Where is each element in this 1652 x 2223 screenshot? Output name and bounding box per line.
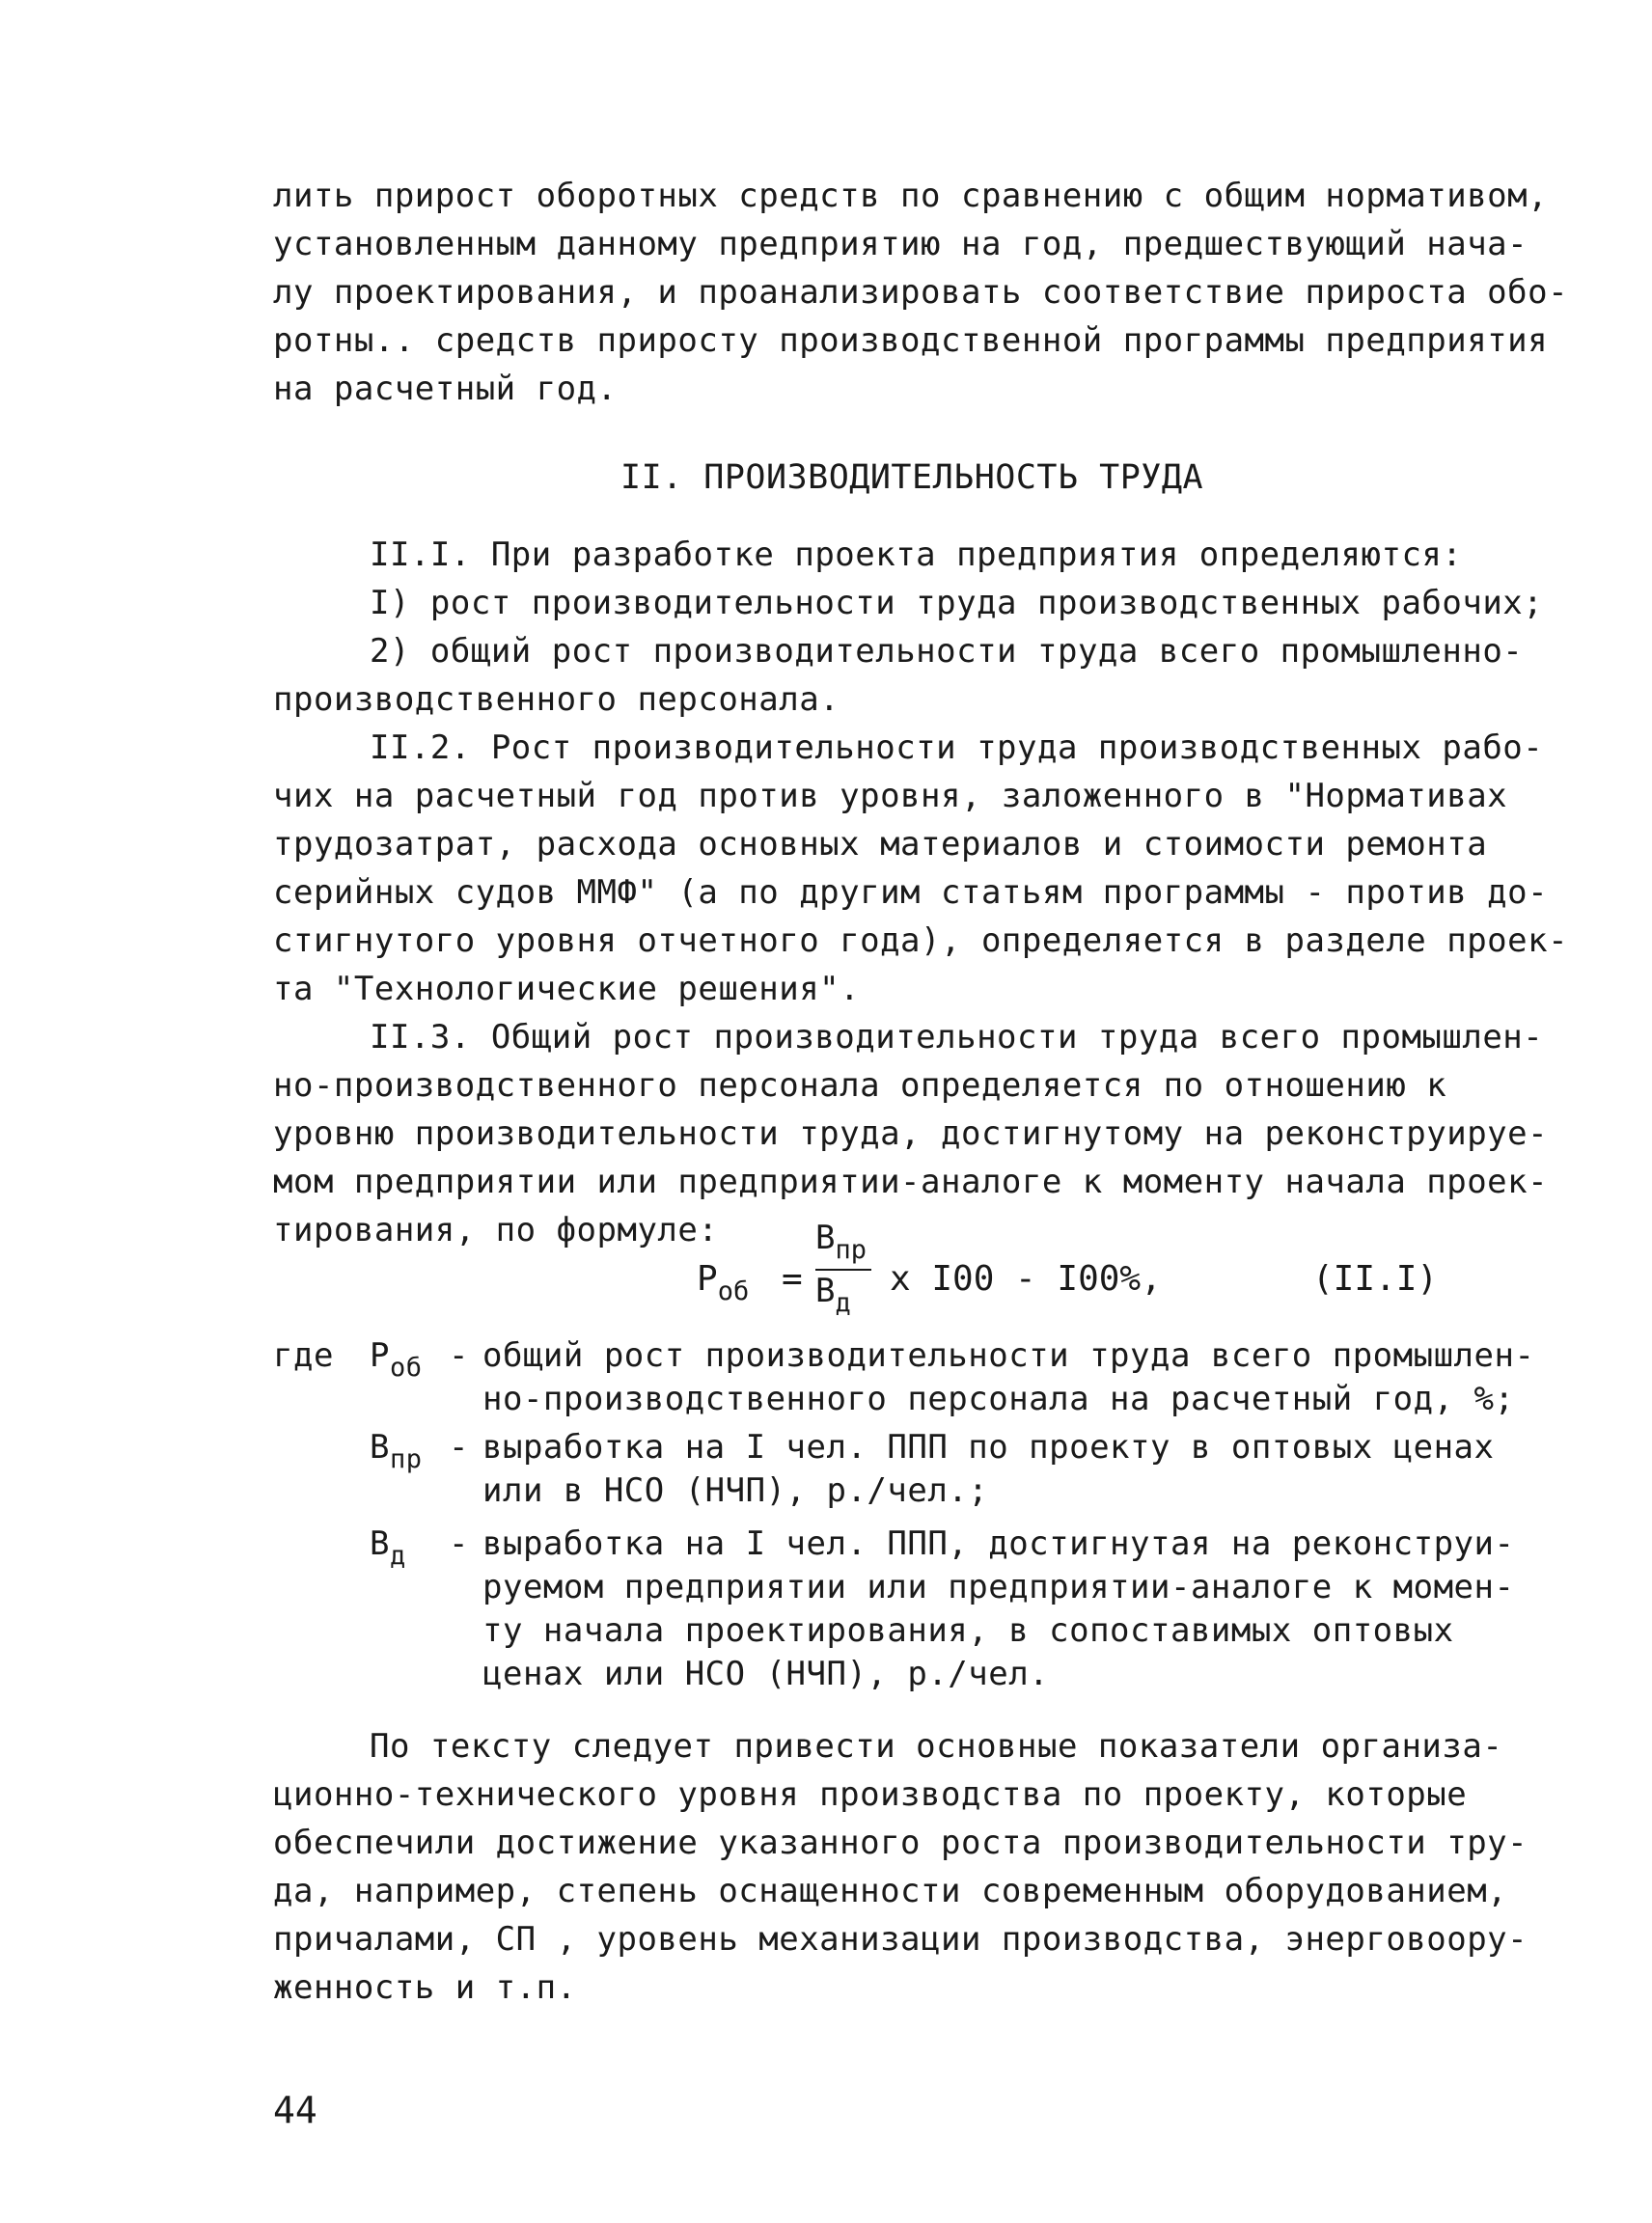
formula-numerator: $В_{пр}$: [815, 1219, 867, 1265]
paragraph-line: производственного персонала.: [273, 680, 840, 719]
def-text: общий рост производительности труда всего промышлен-: [482, 1336, 1535, 1375]
section-heading: II. ПРОИЗВОДИТЕЛЬНОСТЬ ТРУДА: [620, 458, 1204, 497]
def-dash: -: [449, 1428, 469, 1467]
formula-denominator: $В_д$: [815, 1272, 851, 1318]
def-text: ценах или НСО (НЧП), р./чел.: [482, 1655, 1050, 1693]
def-dash: -: [449, 1336, 469, 1375]
paragraph-line: II.2. Рост производительности труда производственных рабо-: [370, 728, 1544, 767]
closing-line: причалами, СП , уровень механизации производства, энерговоору-: [273, 1920, 1528, 1959]
def-symbol: $В_д$: [370, 1524, 406, 1571]
paragraph-line: уровню производительности труда, достигнутому на реконструируе-: [273, 1114, 1549, 1153]
closing-line: обеспечили достижение указанного роста производительности тру-: [273, 1824, 1528, 1862]
formula-rest: x I00 - I00%,: [890, 1259, 1162, 1299]
paragraph-line: чих на расчетный год против уровня, заложенного в "Нормативах: [273, 777, 1508, 815]
paragraph-line: мом предприятии или предприятии-аналоге к моменту начала проек-: [273, 1163, 1549, 1201]
paragraph-line: II.I. При разработке проекта предприятия определяются:: [370, 535, 1463, 574]
fraction-bar: [815, 1269, 871, 1271]
def-text: или в НСО (НЧП), р./чел.;: [482, 1471, 989, 1510]
intro-line: установленным данному предприятию на год, предшествующий нача-: [273, 225, 1528, 263]
paragraph-line: II.3. Общий рост производительности труда всего промышлен-: [370, 1018, 1544, 1057]
intro-line: на расчетный год.: [273, 370, 618, 408]
page-number: 44: [273, 2089, 317, 2131]
paragraph-line: 2) общий рост производительности труда всего промышленно-: [370, 632, 1524, 671]
def-symbol: $В_{пр}$: [370, 1428, 423, 1474]
paragraph-line: тирования, по формуле:: [273, 1211, 719, 1249]
paragraph-line: трудозатрат, расхода основных материалов и стоимости ремонта: [273, 825, 1488, 864]
paragraph-line: серийных судов ММФ" (а по другим статьям программы - против до-: [273, 873, 1549, 912]
paragraph-line: I) рост производительности труда производственных рабочих;: [370, 584, 1544, 622]
paragraph-line: но-производственного персонала определяется по отношению к: [273, 1066, 1447, 1105]
paragraph-line: стигнутого уровня отчетного года), определяется в разделе проек-: [273, 921, 1569, 960]
closing-line: ционно-технического уровня производства по проекту, которые: [273, 1775, 1468, 1814]
def-symbol: $Р_{об}$: [370, 1336, 423, 1383]
closing-line: По тексту следует привести основные показатели организа-: [370, 1727, 1503, 1766]
intro-line: лу проектирования, и проанализировать соответствие прироста обо-: [273, 273, 1569, 312]
def-text: ту начала проектирования, в сопоставимых оптовых: [482, 1611, 1454, 1650]
def-text: руемом предприятии или предприятии-аналоге к момен-: [482, 1568, 1515, 1606]
paragraph-line: та "Технологические решения".: [273, 970, 861, 1008]
def-text: но-производственного персонала на расчетный год, %;: [482, 1380, 1515, 1418]
closing-line: женность и т.п.: [273, 1968, 577, 2007]
def-dash: -: [449, 1524, 469, 1563]
def-text: выработка на I чел. ППП по проекту в оптовых ценах: [482, 1428, 1495, 1467]
intro-line: лить прирост оборотных средств по сравнению с общим нормативом,: [273, 177, 1549, 215]
intro-line: ротны.. средств приросту производственной программы предприятия: [273, 321, 1549, 360]
formula-number: (II.I): [1312, 1259, 1439, 1299]
where-word: где: [273, 1336, 334, 1375]
formula-equals: =: [782, 1259, 803, 1299]
formula-lhs: $Р_{об}$: [697, 1259, 750, 1306]
closing-line: да, например, степень оснащенности современным оборудованием,: [273, 1872, 1508, 1910]
def-text: выработка на I чел. ППП, достигнутая на реконструи-: [482, 1524, 1515, 1563]
